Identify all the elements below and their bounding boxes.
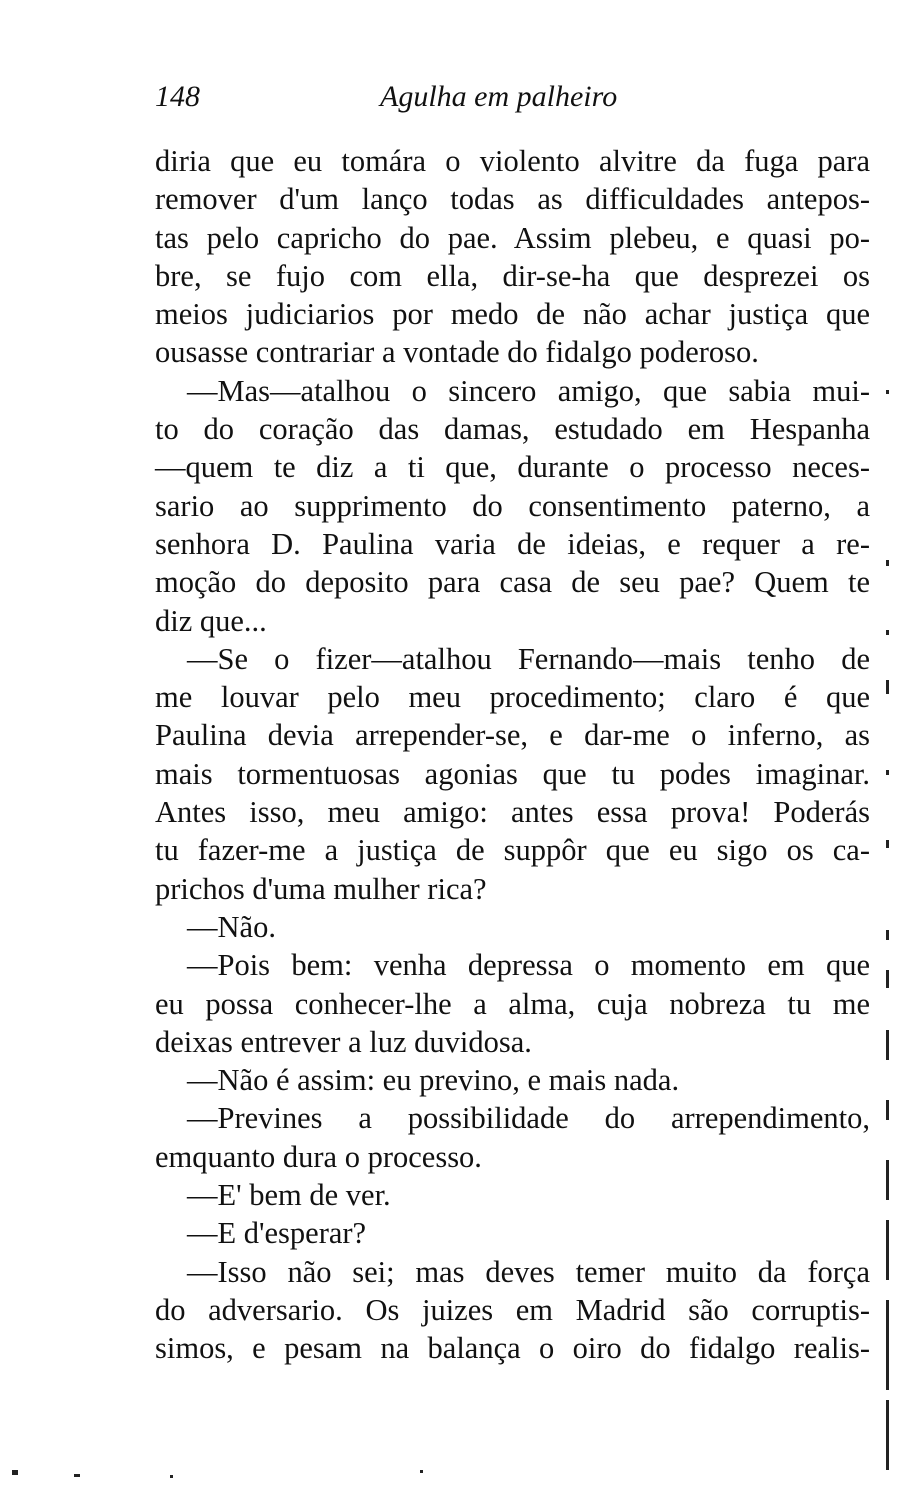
text-line: —quem te diz a ti que, durante o processo neces- xyxy=(155,450,870,485)
text-line: me louvar pelo meu procedimento; claro é que xyxy=(155,680,870,715)
text-line: diria que eu tomára o violento alvitre da fuga para xyxy=(155,144,870,178)
running-title: Agulha em palheiro xyxy=(380,80,618,113)
text-line: mais tormentuosas agonias que tu podes imaginar. xyxy=(155,756,870,791)
running-head xyxy=(155,72,755,122)
text-line: do adversario. Os juizes em Madrid são corruptis- xyxy=(155,1292,870,1327)
text-line: —Isso não sei; mas deves temer muito da força xyxy=(187,1254,870,1289)
text-line: prichos d'uma mulher rica? xyxy=(155,871,487,906)
text-line: Paulina devia arrepender-se, e dar-me o inferno, as xyxy=(155,718,870,753)
text-line: moção do deposito para casa de seu pae? Quem te xyxy=(155,565,870,600)
text-line: —E' bem de ver. xyxy=(187,1178,391,1213)
text-line: Antes isso, meu amigo: antes essa prova! Poderás xyxy=(155,795,870,830)
text-line: —Pois bem: venha depressa o momento em que xyxy=(187,948,870,983)
text-line: —Não. xyxy=(187,909,276,944)
text-line: senhora D. Paulina varia de ideias, e requer a re- xyxy=(155,526,870,561)
body-text xyxy=(155,142,870,1368)
text-line: remover d'um lanço todas as difficuldades antepos- xyxy=(155,182,870,217)
text-line: deixas entrever a luz duvidosa. xyxy=(155,1024,532,1059)
text-line: —Mas—atalhou o sincero amigo, que sabia mui- xyxy=(187,373,870,408)
scan-edge-specks xyxy=(878,370,898,1480)
page-number: 148 xyxy=(155,80,200,113)
text-line: —E d'esperar? xyxy=(187,1216,367,1251)
text-line: tas pelo capricho do pae. Assim plebeu, e quasi po- xyxy=(155,220,870,255)
text-line: bre, se fujo com ella, dir-se-ha que desprezei os xyxy=(155,258,870,293)
text-line: emquanto dura o processo. xyxy=(155,1139,482,1174)
text-line: to do coração das damas, estudado em Hespanha xyxy=(155,412,870,447)
text-line: sario ao supprimento do consentimento paterno, a xyxy=(155,488,870,523)
text-line: ousasse contrariar a vontade do fidalgo poderoso. xyxy=(155,335,759,370)
text-line: meios judiciarios por medo de não achar justiça que xyxy=(155,297,870,332)
text-line: eu possa conhecer-lhe a alma, cuja nobreza tu me xyxy=(155,986,870,1021)
text-line: —Prevines a possibilidade do arrependimento, xyxy=(187,1101,870,1136)
text-line: diz que... xyxy=(155,603,267,638)
text-line: —Se o fizer—atalhou Fernando—mais tenho de xyxy=(187,641,870,676)
text-line: —Não é assim: eu previno, e mais nada. xyxy=(187,1063,680,1098)
text-line: simos, e pesam na balança o oiro do fidalgo realis- xyxy=(155,1331,870,1366)
text-line: tu fazer-me a justiça de suppôr que eu sigo os ca- xyxy=(155,833,870,868)
